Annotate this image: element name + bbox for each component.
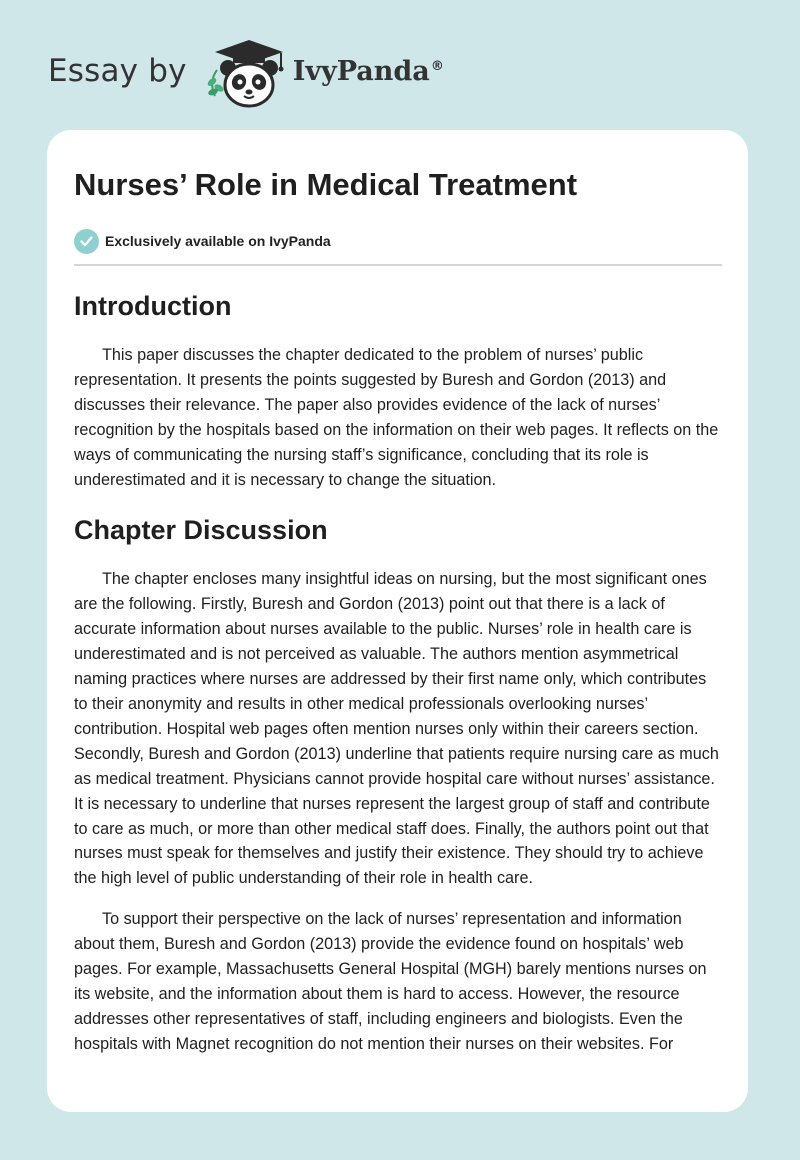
divider xyxy=(74,264,722,266)
paragraph: The chapter encloses many insightful ideas on nursing, but the most significant ones are the following. Firstly, Buresh and Gordon (2013) point out that there is a lack of accurate information about nurses available to the public. Nurses’ role in health care is underestimated and is not perceived as valuable. The authors mention asymmetrical naming practices where nurses are addressed by their first name only, which contributes to their anonymity and results in other medical professionals overlooking nurses’ contribution. Hospital web pages often mention nurses only within their careers section. Secondly, Buresh and Gordon (2013) underline that patients require nursing care as much as medical treatment. Physicians cannot provide hospital care without nurses’ assistance. It is necessary to underline that nurses represent the largest group of staff and contribute to care as much, or more than other medical staff does. Finally, the authors point out that nurses must speak for themselves and justify their existence. They should try to achieve the high level of public understanding of their role in health care. xyxy=(74,570,719,888)
paragraph: To support their perspective on the lack of nurses’ representation and information about them, Buresh and Gordon (2013) provide the evidence found on hospitals’ web pages. For example, Massachusetts General Hospital (MGH) barely mentions nurses on its website, and the information about them is hard to access. However, the resource addresses other representatives of staff, including engineers and biologists. Even the hospitals with Magnet recognition do not mention their nurses on their websites. For xyxy=(74,910,707,1053)
site-header xyxy=(48,38,444,110)
panda-logo-icon[interactable] xyxy=(201,38,297,110)
brand-prefix: Essay by xyxy=(48,53,187,89)
brand-name[interactable]: IvyPanda® xyxy=(292,55,444,87)
section-chapter-discussion xyxy=(74,514,722,1056)
section-heading: Introduction xyxy=(74,291,232,321)
paragraph: This paper discusses the chapter dedicated to the problem of nurses’ public representation. It presents the points suggested by Buresh and Gordon (2013) and discusses their relevance. The paper also provides evidence of the lack of nurses’ recognition by the hospitals based on the information on their web pages. It reflects on the ways of communicating the nursing staff’s significance, concluding that its role is underestimated and it is necessary to change the situation. xyxy=(74,346,719,489)
section-heading: Chapter Discussion xyxy=(74,515,328,546)
article-card xyxy=(47,130,748,1112)
registered-mark: ® xyxy=(430,58,444,74)
exclusive-note xyxy=(74,228,722,254)
exclusive-label: Exclusively available on IvyPanda xyxy=(105,233,331,249)
check-icon xyxy=(74,229,99,254)
page-title: Nurses’ Role in Medical Treatment xyxy=(74,167,578,202)
section-introduction xyxy=(74,290,722,492)
